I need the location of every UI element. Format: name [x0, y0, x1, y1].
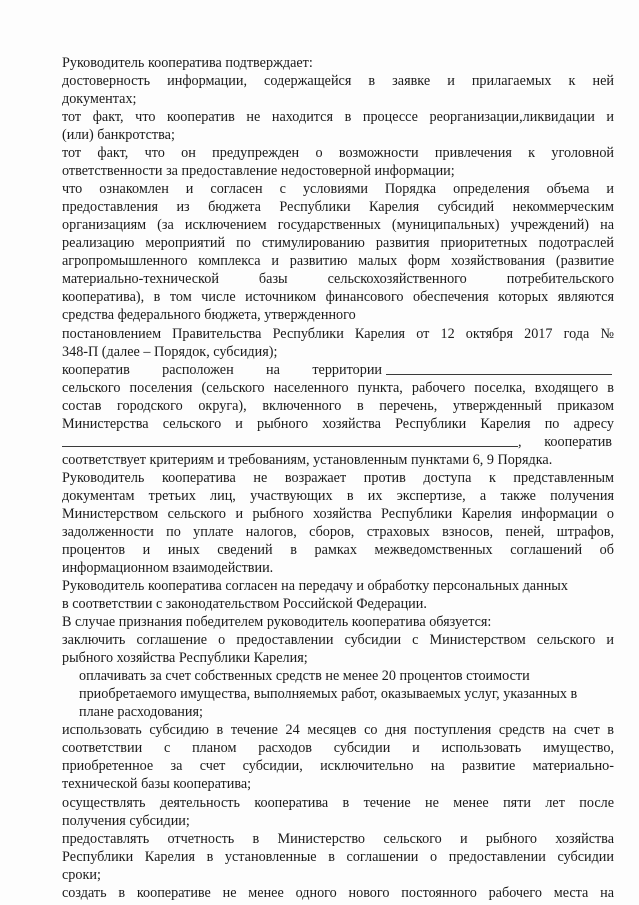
doc-line: оплачивать за счет собственных средств не менее 20 процентов стоимости [79, 668, 530, 684]
doc-line: достоверность информации, содержащейся в заявке и прилагаемых к ней [62, 73, 614, 89]
doc-line: Министерством сельского и рыбного хозяйства Республики Карелия информации о [62, 506, 614, 522]
doc-line: (или) банкротства; [62, 127, 175, 143]
doc-line: соответствии с планом расходов субсидии и использовать имущество, [62, 740, 614, 756]
doc-line: Руководитель кооператива согласен на передачу и обработку персональных данных [62, 578, 568, 594]
doc-line-after-blank: , кооператив [518, 434, 612, 450]
doc-line-with-blank: кооператив расположен на территории [62, 362, 382, 378]
doc-line: задолженности по уплате налогов, сборов, страховых взносов, пеней, штрафов, [62, 524, 614, 540]
doc-line: предоставления из бюджета Республики Карелия субсидий некоммерческим [62, 199, 614, 215]
address-blank-field [62, 446, 518, 447]
doc-line: состав городского округа), включенного в перечень, утвержденный приказом [62, 398, 614, 414]
doc-line: Республики Карелия в установленные в соглашении о предоставлении субсидии [62, 849, 614, 865]
doc-line: постановлением Правительства Республики Карелия от 12 октября 2017 года № [62, 326, 614, 342]
doc-line: Руководитель кооператива не возражает против доступа к представленным [62, 470, 614, 486]
doc-line: информационном взаимодействии. [62, 560, 274, 576]
doc-line: получения субсидии; [62, 813, 190, 829]
doc-line: приобретаемого имущества, выполняемых работ, оказываемых услуг, указанных в [79, 686, 578, 702]
doc-line: процентов и иных сведений в рамках межведомственных соглашений об [62, 542, 614, 558]
doc-line: агропромышленного комплекса и развитию малых форм хозяйствования (развитие [62, 253, 614, 269]
doc-line: что ознакомлен и согласен с условиями Порядка определения объема и [62, 181, 614, 197]
doc-line: тот факт, что кооператив не находится в процессе реорганизации,ликвидации и [62, 109, 614, 125]
doc-line: ответственности за предоставление недостоверной информации; [62, 163, 455, 179]
doc-line: предоставлять отчетность в Министерство сельского и рыбного хозяйства [62, 831, 614, 847]
doc-line: Руководитель кооператива подтверждает: [62, 55, 313, 71]
territory-blank-field [386, 374, 612, 375]
doc-line: сроки; [62, 867, 101, 883]
doc-line: использовать субсидию в течение 24 месяцев со дня поступления средств на счет в [62, 722, 614, 738]
doc-line: документам третьих лиц, участвующих в их экспертизе, а также получения [62, 488, 614, 504]
doc-line: документах; [62, 91, 137, 107]
doc-line: технической базы кооператива; [62, 776, 252, 792]
doc-line: организациям (за исключением государственных (муниципальных) учреждений) на [62, 217, 614, 233]
doc-line: сельского поселения (сельского населенного пункта, рабочего поселка, входящего в [62, 380, 614, 396]
doc-line: Министерства сельского и рыбного хозяйства Республики Карелия по адресу [62, 416, 614, 432]
doc-line: плане расходования; [79, 704, 203, 720]
doc-line: в соответствии с законодательством Российской Федерации. [62, 596, 427, 612]
doc-line: средства федерального бюджета, утвержденного [62, 307, 356, 323]
doc-line: соответствует критериям и требованиям, установленным пунктами 6, 9 Порядка. [62, 452, 553, 468]
doc-line: реализацию мероприятий по стимулированию развития приоритетных подотраслей [62, 235, 614, 251]
doc-line: заключить соглашение о предоставлении субсидии с Министерством сельского и [62, 632, 614, 648]
doc-line: материально-технической базы сельскохозяйственного потребительского [62, 271, 614, 287]
doc-line: В случае признания победителем руководитель кооператива обязуется: [62, 614, 492, 630]
doc-line: рыбного хозяйства Республики Карелия; [62, 650, 308, 666]
doc-line: тот факт, что он предупрежден о возможности привлечения к уголовной [62, 145, 614, 161]
doc-line: кооператива), в том числе источником финансового обеспечения которых являются [62, 289, 614, 305]
doc-line: 348-П (далее – Порядок, субсидия); [62, 344, 278, 360]
doc-line: осуществлять деятельность кооператива в течение не менее пяти лет после [62, 795, 614, 811]
doc-line: создать в кооперативе не менее одного нового постоянного рабочего места на [62, 885, 614, 901]
doc-line: приобретенное за счет субсидии, исключительно на развитие материально- [62, 758, 614, 774]
